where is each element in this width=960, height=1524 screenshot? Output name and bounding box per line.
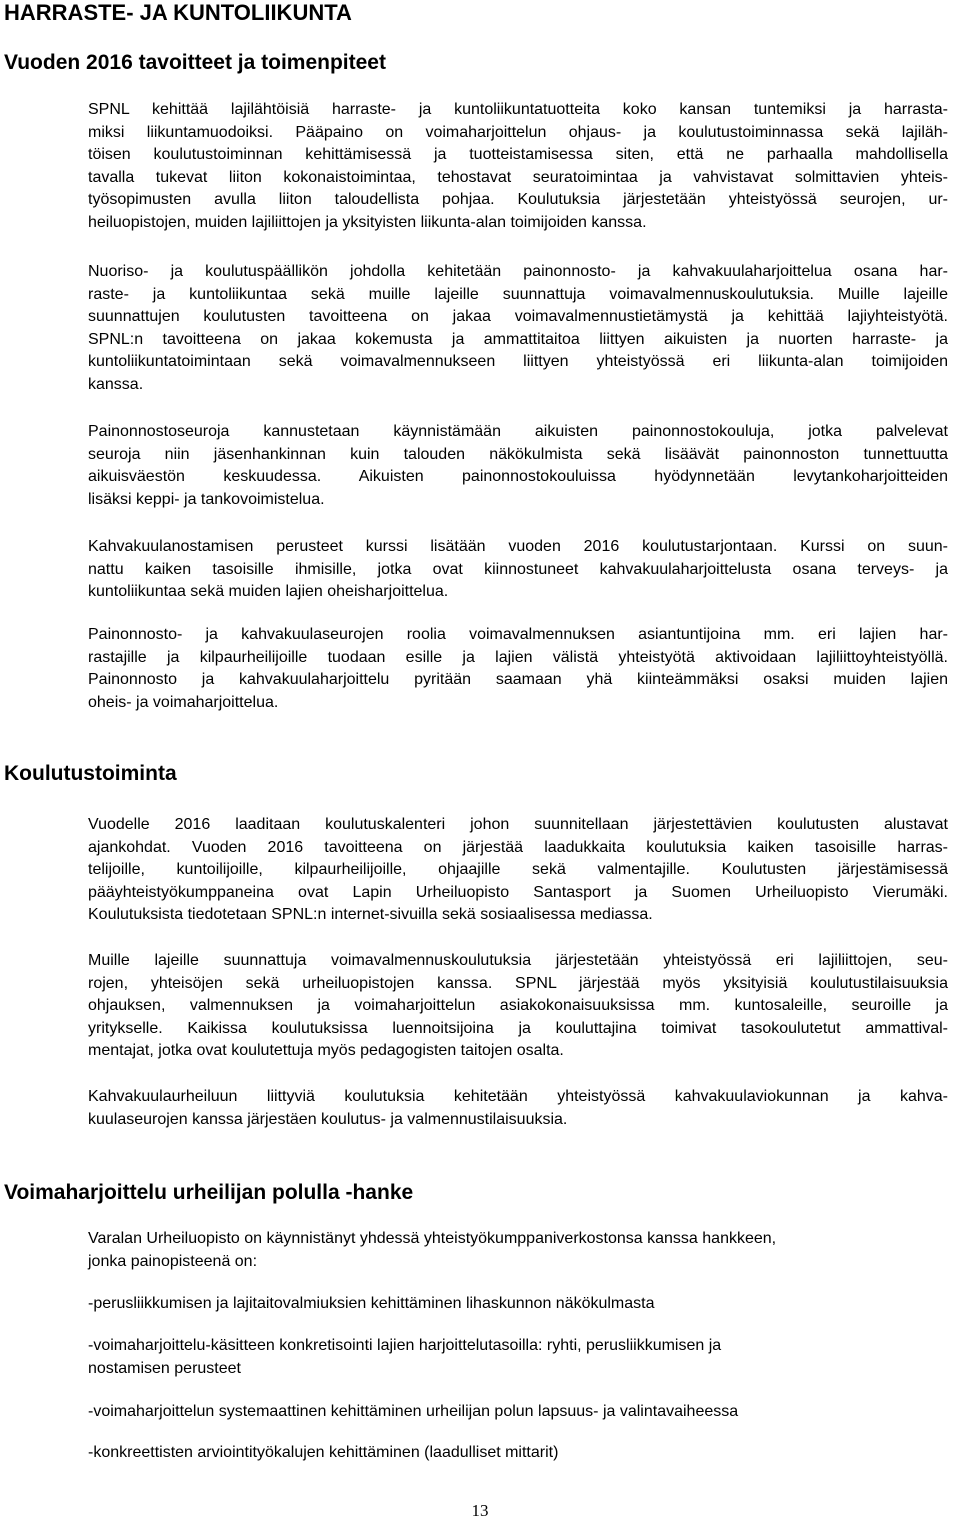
text-line: kuulaseurojen kanssa järjestäen koulutus- ja valmennustilaisuuksia. (88, 1110, 568, 1128)
text-line: Painonnostoseuroja kannustetaan käynnistämään aikuisten painonnostokouluja, jotka palvelevat (88, 423, 948, 440)
text-line: Koulutuksista tiedotetaan SPNL:n internet-sivuilla sekä sosiaalisessa mediassa. (88, 906, 653, 924)
list-item (88, 1401, 948, 1424)
text-line: Painonnosto ja kahvakuulaharjoittelu pyritään saamaan yhä kiinteämmäksi osaksi muiden lajien (88, 671, 948, 689)
text-line: ajankohdat. Vuoden 2016 tavoitteena on järjestää laadukkaita koulutuksia kaiken tasoisille harras- (88, 838, 948, 856)
text-line: rastajille ja kilpaurheilijoille tuodaan esille ja lajien välistä yhteistyötä aktivoidaan lajiliittoyhteistyöllä. (88, 648, 948, 666)
text-line: Nuoriso- ja koulutuspäällikön johdolla kehitetään painonnosto- ja kahvakuulaharjoittelua osana har- (88, 263, 948, 280)
section-heading-tavoitteet: Vuoden 2016 tavoitteet ja toimenpiteet (4, 51, 386, 74)
text-line: SPNL:n tavoitteena on jakaa kokemusta ja ammattitaitoa liittyen aikuisten ja nuorten harraste- ja (88, 330, 948, 348)
text-line: oheis- ja voimaharjoittelua. (88, 693, 279, 711)
text-line: pääyhteistyökumppaneina ovat Lapin Urheiluopisto Santasport ja Suomen Urheiluopisto Vierumäki. (88, 883, 948, 901)
text-line: mentajat, jotka ovat koulutettuja myös pedagogisten taitojen osalta. (88, 1042, 564, 1060)
text-line: työsopimusten avulla liiton taloudellista pohjaa. Koulutuksia järjestetään yhteistyössä seurojen, ur- (88, 191, 948, 209)
paragraph (88, 99, 948, 235)
text-line: -konkreettisten arviointityökalujen kehittäminen (laadulliset mittarit) (88, 1444, 559, 1461)
paragraph (88, 536, 948, 604)
text-line: nostamisen perusteet (88, 1359, 241, 1377)
paragraph (88, 950, 948, 1063)
text-line: jonka painopisteenä on: (88, 1252, 258, 1270)
paragraph (88, 624, 948, 714)
text-line: raste- ja kuntoliikuntaa sekä muille lajeille suunnattuja voimavalmennuskoulutuksia. Muille lajeille (88, 285, 948, 303)
text-line: Vuodelle 2016 laaditaan koulutuskalenteri johon suunnitellaan järjestettävien koulutusten alustavat (88, 816, 948, 833)
section-heading-voimaharjoittelu-hanke: Voimaharjoittelu urheilijan polulla -hanke (4, 1181, 414, 1204)
text-line: ohjauksen, valmennuksen ja voimaharjoittelun asiakokonaisuuksissa mm. kuntosaleille, seuroille ja (88, 997, 948, 1015)
text-line: Kahvakuulanostamisen perusteet kurssi lisätään vuoden 2016 koulutustarjontaan. Kurssi on suun- (88, 538, 948, 555)
text-line: töisen koulutustoiminnan kehittämisessä ja tuotteistamisessa siten, että ne parhaalla mahdollisella (88, 146, 948, 164)
text-line: nattu kaiken tasoisille ihmisille, jotka ovat kiinnostuneet kahvakuulaharjoittelusta osana terveys- ja (88, 560, 948, 578)
text-line: suunnattujen koulutusten tavoitteena on jakaa voimavalmennustietämystä ja kehittää lajiyhteistyötä. (88, 308, 948, 326)
page-title: HARRASTE- JA KUNTOLIIKUNTA (4, 0, 352, 25)
text-line: Kahvakuulaurheiluun liittyviä koulutuksia kehitetään yhteistyössä kahvakuulaviokunnan ja kahva- (88, 1088, 948, 1105)
text-line: -voimaharjoittelu-käsitteen konkretisointi lajien harjoittelutasoilla: ryhti, perusliikkumisen ja (88, 1337, 722, 1354)
text-line: seuroja niin jäsenhankinnan kuin talouden näkökulmista sekä lisäävät painonnoston tunnettuutta (88, 445, 948, 463)
text-line: -perusliikkumisen ja lajitaitovalmiuksien kehittäminen lihaskunnon näkökulmasta (88, 1295, 655, 1312)
text-line: Varalan Urheiluopisto on käynnistänyt yhdessä yhteistyökumppaniverkostonsa kanssa hankkeen, (88, 1230, 777, 1247)
text-line: rojen, yhteisöjen sekä urheiluopistojen kanssa. SPNL järjestää myös yksityisiä koulutustilaisuuksia (88, 974, 948, 992)
text-line: lisäksi keppi- ja tankovoimistelua. (88, 490, 325, 508)
text-line: -voimaharjoittelun systemaattinen kehittäminen urheilijan polun lapsuus- ja valintavaiheessa (88, 1403, 739, 1420)
text-line: tavalla tukevat liiton kokonaistoimintaa, tehostavat seuratoimintaa ja vahvistavat solmittavien yhteis- (88, 168, 948, 186)
paragraph (88, 1228, 948, 1273)
list-item (88, 1293, 948, 1316)
paragraph (88, 1086, 948, 1131)
section-heading-koulutustoiminta: Koulutustoiminta (4, 762, 177, 785)
text-line: heiluopistojen, muiden lajiliittojen ja yksityisten liikunta-alan toimijoiden kanssa. (88, 213, 647, 231)
text-line: Painonnosto- ja kahvakuulaseurojen roolia voimavalmennuksen asiantuntijoina mm. eri lajien har- (88, 626, 948, 643)
text-line: kuntoliikuntatoimintaan sekä voimavalmennukseen liittyen yhteistyössä eri liikunta-alan toimijoiden (88, 353, 948, 371)
text-line: Muille lajeille suunnattuja voimavalmennuskoulutuksia järjestetään yhteistyössä eri lajiliittojen, seu- (88, 952, 948, 969)
text-line: miksi liikuntamuodoiksi. Pääpaino on voimaharjoittelun ohjaus- ja koulutustoiminnassa sekä lajiläh- (88, 123, 948, 141)
list-item (88, 1335, 948, 1380)
text-line: yritykselle. Kaikissa koulutuksissa luennoitsijoina ja kouluttajina toimivat tasokoulutetut ammattival- (88, 1019, 948, 1037)
paragraph (88, 814, 948, 927)
text-line: kanssa. (88, 375, 144, 393)
list-item (88, 1442, 948, 1465)
text-line: SPNL kehittää lajilähtöisiä harraste- ja kuntoliikuntatuotteita koko kansan tuntemiksi ja harrasta- (88, 101, 948, 118)
text-line: telijoille, kuntoilijoille, kilpaurheilijoille, ohjaajille sekä valmentajille. Koulutusten järjestämisessä (88, 861, 948, 879)
paragraph (88, 421, 948, 511)
paragraph (88, 261, 948, 397)
text-line: aikuisväestön keskuudessa. Aikuisten painonnostokouluissa hyödynnetään levytankoharjoitteiden (88, 468, 948, 486)
text-line: kuntoliikuntaa sekä muiden lajien oheisharjoittelua. (88, 583, 449, 601)
page-number: 13 (471, 1501, 489, 1520)
